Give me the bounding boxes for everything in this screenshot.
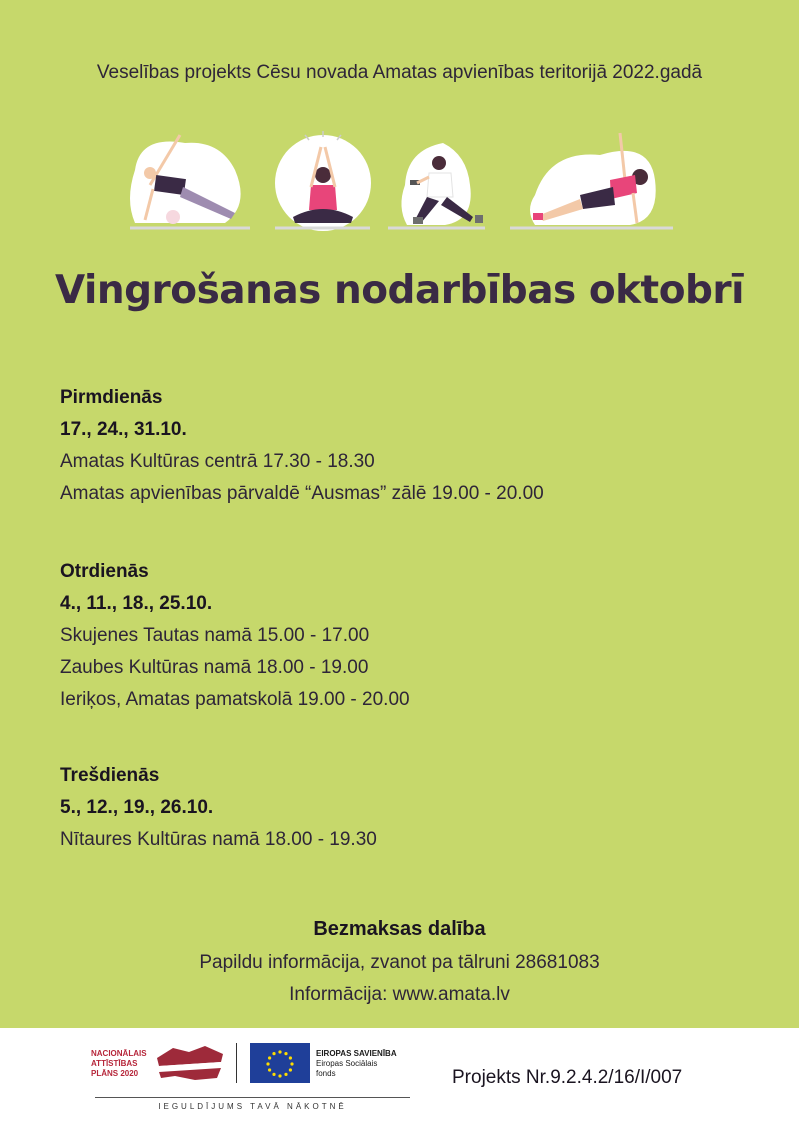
side-plank-woman-icon (510, 133, 673, 228)
web-info[interactable]: Informācija: www.amata.lv (289, 984, 510, 1005)
dumbbell-lunge-man-icon (388, 143, 485, 228)
day-name: Trešdienās (60, 765, 160, 786)
eu-logo-text: EIROPAS SAVIENĪBA Eiropas Sociālais fonds (316, 1049, 397, 1078)
nap-logo-text: NACIONĀLAIS ATTĪSTĪBAS PLĀNS 2020 (91, 1049, 147, 1078)
eu-flag-icon (250, 1043, 310, 1083)
day-block-tuesday (60, 556, 760, 716)
day-name: Pirmdienās (60, 387, 163, 408)
latvia-map-logo-icon (155, 1044, 225, 1082)
session-line: Nītaures Kultūras namā 18.00 - 19.30 (60, 829, 377, 850)
day-dates: 4., 11., 18., 25.10. (60, 593, 213, 614)
project-number: Projekts Nr.9.2.4.2/16/I/007 (452, 1067, 683, 1088)
day-name: Otrdienās (60, 561, 149, 582)
logo-divider (236, 1043, 237, 1083)
tagline: IEGULDĪJUMS TAVĀ NĀKOTNĒ (158, 1102, 347, 1111)
day-dates: 5., 12., 19., 26.10. (60, 797, 214, 818)
footer-rule (95, 1097, 410, 1098)
phone-info: Papildu informācija, zvanot pa tālruni 28681083 (199, 952, 600, 973)
free-participation: Bezmaksas dalība (313, 918, 486, 940)
session-line: Ieriķos, Amatas pamatskolā 19.00 - 20.00 (60, 689, 410, 710)
project-subtitle: Veselības projekts Cēsu novada Amatas apvienības teritorijā 2022.gadā (96, 62, 703, 83)
meditation-woman-icon (275, 131, 371, 231)
session-line: Skujenes Tautas namā 15.00 - 17.00 (60, 625, 370, 646)
side-plank-man-icon (130, 135, 250, 228)
session-line: Zaubes Kultūras namā 18.00 - 19.00 (60, 657, 369, 678)
day-block-monday (60, 382, 760, 510)
session-line: Amatas apvienības pārvaldē “Ausmas” zālē 19.00 - 20.00 (60, 483, 544, 504)
session-line: Amatas Kultūras centrā 17.30 - 18.30 (60, 451, 375, 472)
day-block-wednesday (60, 760, 760, 856)
exercise-illustrations (125, 125, 675, 235)
main-title: Vingrošanas nodarbības oktobrī (55, 268, 744, 313)
day-dates: 17., 24., 31.10. (60, 419, 187, 440)
